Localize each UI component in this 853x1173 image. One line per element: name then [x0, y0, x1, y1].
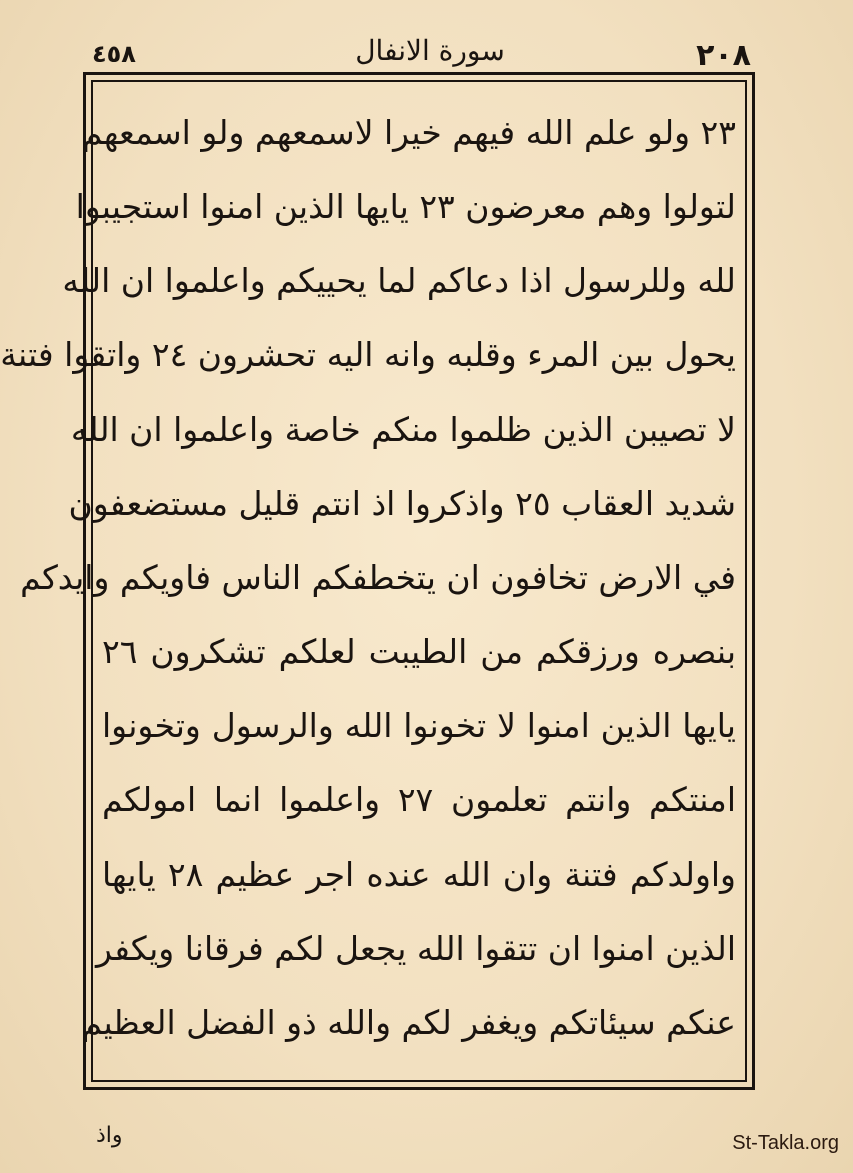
page-number-arabic-left: ٤٥٨	[92, 40, 136, 68]
catchword: واذ	[96, 1123, 123, 1148]
verse-line: امنتكم وانتم تعلمون ٢٧ واعلموا انما امولكم	[102, 780, 737, 820]
verse-line: الذين امنوا ان تتقوا الله يجعل لكم فرقانا ويكفر	[95, 928, 736, 968]
verse-line: ٢٣ ولو علم الله فيهم خيرا لاسمعهم ولو اسمعهم	[81, 113, 736, 152]
verse-line: شديد العقاب ٢٥ واذكروا اذ انتم قليل مستضعفون	[68, 483, 736, 523]
verse-line: يحول بين المرء وقلبه وانه اليه تحشرون ٢٤ واتقوا فتنة	[0, 335, 736, 375]
verse-text-block	[0, 88, 740, 1074]
page-number-arabic-right: ٢٠٨	[696, 38, 751, 73]
verse-line: يايها الذين امنوا لا تخونوا الله والرسول وتخونوا	[102, 706, 736, 746]
verse-line: واولدكم فتنة وان الله عنده اجر عظيم ٢٨ يايها	[102, 854, 736, 894]
verse-line: في الارض تخافون ان يتخطفكم الناس فاويكم وايدكم	[20, 557, 736, 597]
verse-line: عنكم سيئاتكم ويغفر لكم والله ذو الفضل العظيم	[81, 1002, 736, 1042]
watermark: St-Takla.org	[732, 1132, 839, 1154]
verse-line: لله وللرسول اذا دعاكم لما يحييكم واعلموا ان الله	[62, 261, 736, 301]
surah-title: سورة الانفال	[355, 34, 505, 67]
verse-line: لا تصيبن الذين ظلموا منكم خاصة واعلموا ان الله	[70, 409, 736, 449]
verse-line: لتولوا وهم معرضون ٢٣ يايها الذين امنوا استجيبوا	[75, 187, 736, 227]
verse-line: بنصره ورزقكم من الطيبت لعلكم تشكرون ٢٦	[102, 632, 736, 672]
